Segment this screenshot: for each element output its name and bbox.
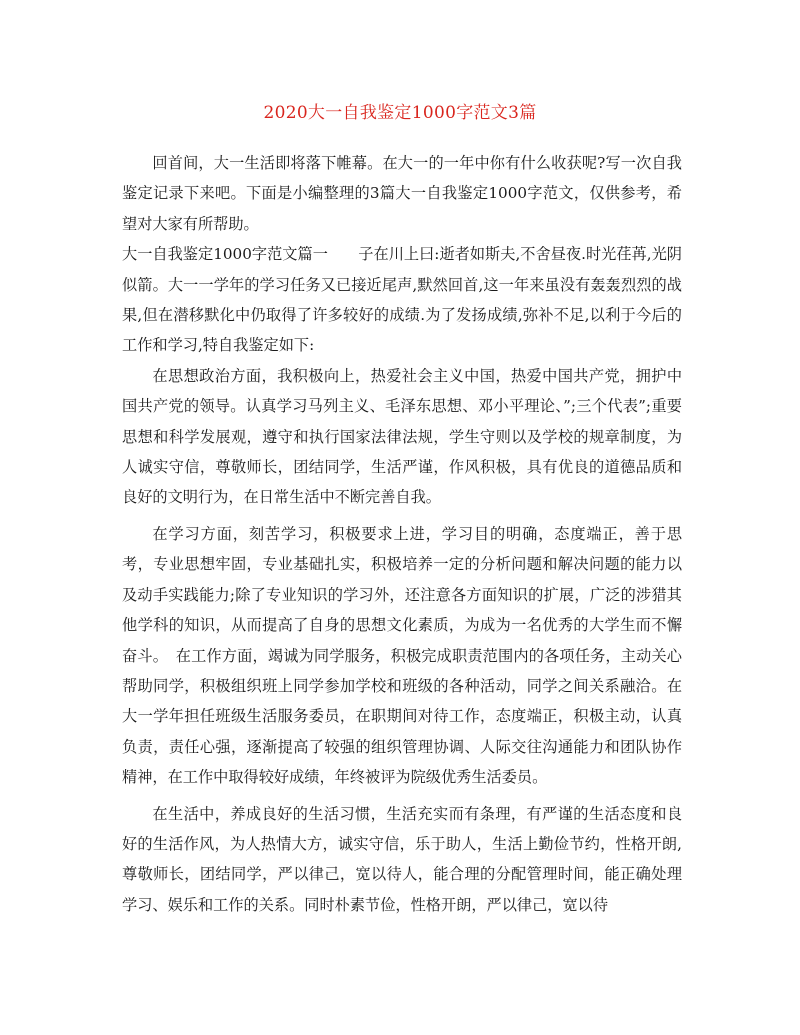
document-title: 2020大一自我鉴定1000字范文3篇 [263, 103, 537, 123]
document-body [122, 148, 682, 920]
intro-paragraph: 回首间，大一生活即将落下帷幕。在大一的一年中你有什么收获呢?写一次自我鉴定记录下来吧。下面是小编整理的3篇大一自我鉴定1000字范文，仅供参考，希望对大家有所帮助。 [122, 154, 682, 233]
section-one-paragraph: 大一自我鉴定1000字范文篇一 子在川上曰:逝者如斯夫,不舍昼夜.时光荏苒,光阴似箭。大一一学年的学习任务又已接近尾声,默然回首,这一年来虽没有轰轰烈烈的战果,但在潜移默化中仍取得了许多较好的成绩.为了发扬成绩,弥补不足,以利于今后的工作和学习,特自我鉴定如下: [122, 245, 682, 355]
study-work-paragraph: 在学习方面，刻苦学习，积极要求上进，学习目的明确，态度端正，善于思考，专业思想牢固，专业基础扎实，积极培养一定的分析问题和解决问题的能力以及动手实践能力;除了专业知识的学习外，还注意各方面知识的扩展，广泛的涉猎其他学科的知识，从而提高了自身的思想文化素质，为成为一名优秀的大学生而不懈奋斗。 在工作方面，竭诚为同学服务，积极完成职责范围内的各项任务，主动关心帮助同学，积极组织班上同学参加学校和班级的各种活动，同学之间关系融洽。在大一学年担任班级生活服务委员，在职期间对待工作，态度端正，积极主动，认真负责，责任心强，逐渐提高了较强的组织管理协调、人际交往沟通能力和团队协作精神，在工作中取得较好成绩，年终被评为院级优秀生活委员。 [122, 524, 682, 787]
life-paragraph: 在生活中，养成良好的生活习惯，生活充实而有条理，有严谨的生活态度和良好的生活作风，为人热情大方，诚实守信，乐于助人，生活上勤俭节约，性格开朗,尊敬师长，团结同学，严以律己，宽以待人，能合理的分配管理时间，能正确处理学习、娱乐和工作的关系。同时朴素节俭，性格开朗，严以律己，宽以待 [122, 804, 682, 914]
politics-paragraph: 在思想政治方面，我积极向上，热爱社会主义中国，热爱中国共产党，拥护中国共产党的领导。认真学习马列主义、毛泽东思想、邓小平理论、”;三个代表”;重要思想和科学发展观，遵守和执行国家法律法规，学生守则以及学校的规章制度，为人诚实守信，尊敬师长，团结同学，生活严谨，作风积极，具有优良的道德品质和良好的文明行为，在日常生活中不断完善自我。 [122, 366, 682, 507]
